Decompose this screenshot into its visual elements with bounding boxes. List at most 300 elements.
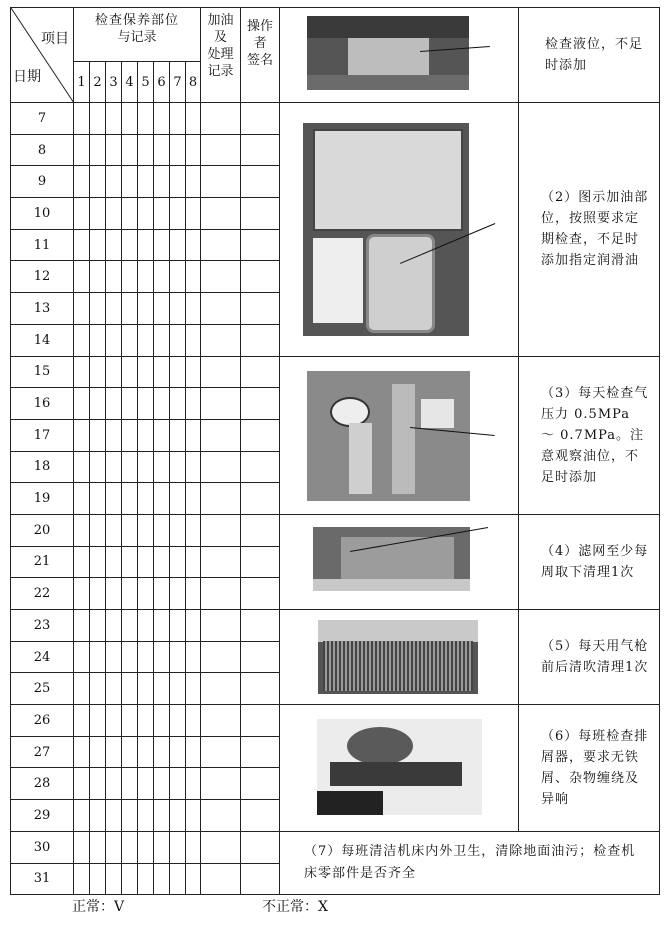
check-cell-5[interactable]	[138, 768, 154, 800]
check-cell-5[interactable]	[138, 166, 154, 198]
check-cell-6[interactable]	[154, 578, 170, 610]
check-cell-7[interactable]	[170, 229, 186, 261]
check-cell-8[interactable]	[186, 388, 201, 420]
oil-record-cell[interactable]	[201, 736, 241, 768]
day-cell: 21	[11, 546, 74, 578]
check-cell-8[interactable]	[186, 451, 201, 483]
check-cell-6[interactable]	[154, 610, 170, 642]
check-cell-2[interactable]	[90, 641, 106, 673]
check-cell-8[interactable]	[186, 261, 201, 293]
check-cell-1[interactable]	[74, 166, 90, 198]
check-cell-6[interactable]	[154, 800, 170, 832]
operator-sign-cell[interactable]	[241, 293, 280, 325]
sub-column-5: 5	[138, 62, 154, 103]
operator-sign-cell[interactable]	[241, 103, 280, 135]
check-cell-3[interactable]	[106, 641, 122, 673]
check-cell-4[interactable]	[122, 831, 138, 863]
check-cell-1[interactable]	[74, 103, 90, 135]
check-cell-2[interactable]	[90, 293, 106, 325]
operator-sign-cell[interactable]	[241, 736, 280, 768]
check-cell-1[interactable]	[74, 261, 90, 293]
check-cell-6[interactable]	[154, 736, 170, 768]
check-cell-3[interactable]	[106, 356, 122, 388]
check-cell-7[interactable]	[170, 578, 186, 610]
check-cell-6[interactable]	[154, 705, 170, 737]
check-cell-8[interactable]	[186, 800, 201, 832]
oil-record-cell[interactable]	[201, 673, 241, 705]
check-cell-4[interactable]	[122, 736, 138, 768]
photo-cell-4	[280, 514, 519, 609]
check-cell-2[interactable]	[90, 768, 106, 800]
check-cell-7[interactable]	[170, 514, 186, 546]
check-cell-4[interactable]	[122, 451, 138, 483]
check-cell-3[interactable]	[106, 293, 122, 325]
legend-abnormal: 不正常：X	[262, 899, 328, 915]
check-cell-1[interactable]	[74, 293, 90, 325]
oil-record-cell[interactable]	[201, 514, 241, 546]
check-cell-3[interactable]	[106, 831, 122, 863]
check-cell-4[interactable]	[122, 293, 138, 325]
check-cell-1[interactable]	[74, 483, 90, 515]
table-row	[11, 514, 660, 546]
operator-label-line: 操作	[247, 19, 274, 34]
check-cell-1[interactable]	[74, 863, 90, 895]
day-cell: 25	[11, 673, 74, 705]
operator-sign-cell[interactable]	[241, 641, 280, 673]
table-row	[11, 356, 660, 388]
check-cell-1[interactable]	[74, 578, 90, 610]
check-cell-5[interactable]	[138, 736, 154, 768]
check-cell-4[interactable]	[122, 166, 138, 198]
day-cell: 10	[11, 198, 74, 230]
oil-record-cell[interactable]	[201, 229, 241, 261]
check-cell-8[interactable]	[186, 673, 201, 705]
chip-conveyor-motor-photo	[317, 719, 482, 815]
check-cell-3[interactable]	[106, 324, 122, 356]
table-row	[11, 103, 660, 135]
check-cell-4[interactable]	[122, 483, 138, 515]
day-cell: 11	[11, 229, 74, 261]
check-cell-3[interactable]	[106, 451, 122, 483]
photo-cell-3	[280, 356, 519, 514]
check-cell-8[interactable]	[186, 293, 201, 325]
coolant-tank-photo	[307, 16, 469, 90]
oil-record-cell[interactable]	[201, 451, 241, 483]
check-cell-6[interactable]	[154, 198, 170, 230]
check-cell-4[interactable]	[122, 673, 138, 705]
operator-sign-cell[interactable]	[241, 705, 280, 737]
oil-record-cell[interactable]	[201, 800, 241, 832]
check-cell-1[interactable]	[74, 388, 90, 420]
check-cell-4[interactable]	[122, 388, 138, 420]
check-cell-7[interactable]	[170, 546, 186, 578]
check-cell-7[interactable]	[170, 736, 186, 768]
operator-sign-cell[interactable]	[241, 388, 280, 420]
check-cell-1[interactable]	[74, 134, 90, 166]
check-cell-8[interactable]	[186, 166, 201, 198]
check-cell-8[interactable]	[186, 514, 201, 546]
check-cell-5[interactable]	[138, 578, 154, 610]
check-cell-7[interactable]	[170, 451, 186, 483]
lubrication-panel-photo	[303, 123, 469, 336]
day-cell: 26	[11, 705, 74, 737]
check-cell-2[interactable]	[90, 388, 106, 420]
check-cell-1[interactable]	[74, 641, 90, 673]
oil-record-cell[interactable]	[201, 324, 241, 356]
check-cell-4[interactable]	[122, 103, 138, 135]
check-cell-5[interactable]	[138, 356, 154, 388]
check-cell-7[interactable]	[170, 768, 186, 800]
oil-record-cell[interactable]	[201, 103, 241, 135]
operator-sign-cell[interactable]	[241, 261, 280, 293]
oil-record-cell[interactable]	[201, 768, 241, 800]
oil-record-cell[interactable]	[201, 419, 241, 451]
check-cell-6[interactable]	[154, 356, 170, 388]
instruction-5: （5）每天用气枪前后清吹清理1次	[519, 610, 660, 705]
sub-column-2: 2	[90, 62, 106, 103]
check-cell-1[interactable]	[74, 514, 90, 546]
check-cell-3[interactable]	[106, 768, 122, 800]
operator-sign-cell[interactable]	[241, 198, 280, 230]
check-cell-3[interactable]	[106, 261, 122, 293]
operator-label-line: 签名	[247, 53, 274, 68]
check-cell-7[interactable]	[170, 831, 186, 863]
check-cell-4[interactable]	[122, 134, 138, 166]
day-cell: 18	[11, 451, 74, 483]
operator-sign-cell[interactable]	[241, 324, 280, 356]
oil-record-cell[interactable]	[201, 546, 241, 578]
check-cell-6[interactable]	[154, 134, 170, 166]
oil-record-cell[interactable]	[201, 261, 241, 293]
day-cell: 29	[11, 800, 74, 832]
check-cell-6[interactable]	[154, 419, 170, 451]
check-cell-2[interactable]	[90, 166, 106, 198]
check-cell-2[interactable]	[90, 705, 106, 737]
check-cell-8[interactable]	[186, 831, 201, 863]
check-cell-5[interactable]	[138, 800, 154, 832]
check-cell-3[interactable]	[106, 673, 122, 705]
check-cell-7[interactable]	[170, 800, 186, 832]
check-cell-1[interactable]	[74, 705, 90, 737]
oil-record-cell[interactable]	[201, 831, 241, 863]
check-cell-4[interactable]	[122, 578, 138, 610]
check-cell-3[interactable]	[106, 800, 122, 832]
check-cell-7[interactable]	[170, 261, 186, 293]
day-cell: 20	[11, 514, 74, 546]
check-cell-7[interactable]	[170, 705, 186, 737]
check-cell-1[interactable]	[74, 229, 90, 261]
check-cell-5[interactable]	[138, 451, 154, 483]
operator-sign-cell[interactable]	[241, 578, 280, 610]
check-cell-5[interactable]	[138, 514, 154, 546]
day-cell: 7	[11, 103, 74, 135]
operator-sign-cell[interactable]	[241, 546, 280, 578]
check-cell-2[interactable]	[90, 419, 106, 451]
check-cell-3[interactable]	[106, 863, 122, 895]
check-cell-2[interactable]	[90, 134, 106, 166]
check-cell-2[interactable]	[90, 103, 106, 135]
check-cell-2[interactable]	[90, 546, 106, 578]
oil-record-cell[interactable]	[201, 705, 241, 737]
instruction-1: 检查液位，不足时添加	[519, 8, 660, 103]
oil-record-cell[interactable]	[201, 641, 241, 673]
check-cell-2[interactable]	[90, 736, 106, 768]
check-cell-3[interactable]	[106, 134, 122, 166]
check-cell-8[interactable]	[186, 578, 201, 610]
check-cell-6[interactable]	[154, 863, 170, 895]
oil-record-cell[interactable]	[201, 198, 241, 230]
check-cell-6[interactable]	[154, 103, 170, 135]
table-row	[11, 705, 660, 737]
check-cell-7[interactable]	[170, 198, 186, 230]
operator-sign-cell[interactable]	[241, 134, 280, 166]
check-cell-1[interactable]	[74, 451, 90, 483]
operator-sign-cell[interactable]	[241, 610, 280, 642]
check-cell-5[interactable]	[138, 293, 154, 325]
day-cell: 27	[11, 736, 74, 768]
oil-record-cell[interactable]	[201, 166, 241, 198]
day-cell: 14	[11, 324, 74, 356]
check-cell-7[interactable]	[170, 483, 186, 515]
check-cell-8[interactable]	[186, 705, 201, 737]
operator-sign-cell[interactable]	[241, 356, 280, 388]
photo-cell-1	[280, 8, 519, 103]
check-cell-6[interactable]	[154, 293, 170, 325]
check-cell-4[interactable]	[122, 641, 138, 673]
check-cell-2[interactable]	[90, 229, 106, 261]
operator-sign-cell[interactable]	[241, 483, 280, 515]
check-cell-5[interactable]	[138, 610, 154, 642]
check-cell-5[interactable]	[138, 546, 154, 578]
check-cell-5[interactable]	[138, 324, 154, 356]
check-cell-6[interactable]	[154, 831, 170, 863]
operator-sign-cell[interactable]	[241, 768, 280, 800]
check-cell-2[interactable]	[90, 324, 106, 356]
check-cell-6[interactable]	[154, 641, 170, 673]
check-cell-5[interactable]	[138, 134, 154, 166]
check-cell-5[interactable]	[138, 641, 154, 673]
check-cell-7[interactable]	[170, 134, 186, 166]
check-cell-5[interactable]	[138, 419, 154, 451]
check-cell-3[interactable]	[106, 546, 122, 578]
oil-record-cell[interactable]	[201, 356, 241, 388]
check-cell-5[interactable]	[138, 261, 154, 293]
check-cell-2[interactable]	[90, 610, 106, 642]
sub-column-1: 1	[74, 62, 90, 103]
check-cell-4[interactable]	[122, 356, 138, 388]
sub-column-3: 3	[106, 62, 122, 103]
instruction-7: （7）每班清洁机床内外卫生，清除地面油污；检查机床零部件是否齐全	[280, 831, 660, 894]
check-cell-3[interactable]	[106, 705, 122, 737]
check-cell-7[interactable]	[170, 324, 186, 356]
check-cell-8[interactable]	[186, 229, 201, 261]
inspect-label-line2: 与记录	[117, 30, 157, 45]
check-cell-3[interactable]	[106, 103, 122, 135]
check-cell-8[interactable]	[186, 736, 201, 768]
check-cell-6[interactable]	[154, 229, 170, 261]
check-cell-3[interactable]	[106, 514, 122, 546]
check-cell-1[interactable]	[74, 356, 90, 388]
check-cell-4[interactable]	[122, 800, 138, 832]
check-cell-8[interactable]	[186, 356, 201, 388]
operator-sign-cell[interactable]	[241, 514, 280, 546]
check-cell-2[interactable]	[90, 451, 106, 483]
check-cell-6[interactable]	[154, 546, 170, 578]
check-cell-8[interactable]	[186, 198, 201, 230]
check-cell-5[interactable]	[138, 198, 154, 230]
check-cell-5[interactable]	[138, 103, 154, 135]
check-cell-2[interactable]	[90, 198, 106, 230]
check-cell-6[interactable]	[154, 324, 170, 356]
check-cell-1[interactable]	[74, 831, 90, 863]
check-cell-4[interactable]	[122, 705, 138, 737]
check-cell-7[interactable]	[170, 293, 186, 325]
check-cell-3[interactable]	[106, 388, 122, 420]
check-cell-4[interactable]	[122, 768, 138, 800]
check-cell-1[interactable]	[74, 736, 90, 768]
check-cell-5[interactable]	[138, 673, 154, 705]
check-cell-4[interactable]	[122, 863, 138, 895]
check-cell-7[interactable]	[170, 673, 186, 705]
check-cell-3[interactable]	[106, 578, 122, 610]
check-cell-5[interactable]	[138, 229, 154, 261]
operator-sign-cell[interactable]	[241, 419, 280, 451]
check-cell-8[interactable]	[186, 768, 201, 800]
legend-normal: 正常：V	[72, 899, 125, 915]
check-cell-8[interactable]	[186, 419, 201, 451]
check-cell-5[interactable]	[138, 388, 154, 420]
check-cell-6[interactable]	[154, 483, 170, 515]
check-cell-4[interactable]	[122, 610, 138, 642]
oil-label-line: 加油	[207, 13, 234, 28]
check-cell-7[interactable]	[170, 610, 186, 642]
check-cell-3[interactable]	[106, 419, 122, 451]
check-cell-5[interactable]	[138, 831, 154, 863]
check-cell-4[interactable]	[122, 198, 138, 230]
check-cell-8[interactable]	[186, 641, 201, 673]
check-cell-2[interactable]	[90, 261, 106, 293]
table-row	[11, 831, 660, 863]
check-cell-1[interactable]	[74, 610, 90, 642]
check-cell-1[interactable]	[74, 800, 90, 832]
check-cell-8[interactable]	[186, 483, 201, 515]
check-cell-7[interactable]	[170, 388, 186, 420]
day-cell: 30	[11, 831, 74, 863]
check-cell-3[interactable]	[106, 198, 122, 230]
operator-sign-cell[interactable]	[241, 229, 280, 261]
photo-cell-2	[280, 103, 519, 357]
check-cell-1[interactable]	[74, 324, 90, 356]
check-cell-7[interactable]	[170, 863, 186, 895]
day-cell: 24	[11, 641, 74, 673]
check-cell-6[interactable]	[154, 451, 170, 483]
check-cell-5[interactable]	[138, 705, 154, 737]
check-cell-2[interactable]	[90, 578, 106, 610]
check-cell-4[interactable]	[122, 419, 138, 451]
check-cell-3[interactable]	[106, 483, 122, 515]
check-cell-8[interactable]	[186, 324, 201, 356]
day-cell: 15	[11, 356, 74, 388]
oil-record-cell[interactable]	[201, 388, 241, 420]
check-cell-1[interactable]	[74, 198, 90, 230]
check-cell-5[interactable]	[138, 483, 154, 515]
check-cell-7[interactable]	[170, 166, 186, 198]
check-cell-8[interactable]	[186, 610, 201, 642]
oil-record-cell[interactable]	[201, 293, 241, 325]
check-cell-6[interactable]	[154, 514, 170, 546]
operator-sign-cell[interactable]	[241, 800, 280, 832]
instruction-6: （6）每班检查排屑器，要求无铁屑、杂物缠绕及异响	[519, 705, 660, 832]
air-regulator-photo	[307, 371, 470, 501]
check-cell-7[interactable]	[170, 103, 186, 135]
day-cell: 28	[11, 768, 74, 800]
check-cell-7[interactable]	[170, 641, 186, 673]
item-date-header-cell	[11, 8, 74, 103]
check-cell-8[interactable]	[186, 103, 201, 135]
check-cell-2[interactable]	[90, 800, 106, 832]
check-cell-2[interactable]	[90, 514, 106, 546]
check-cell-7[interactable]	[170, 419, 186, 451]
sub-column-8: 8	[186, 62, 201, 103]
check-cell-6[interactable]	[154, 768, 170, 800]
check-cell-2[interactable]	[90, 673, 106, 705]
check-cell-2[interactable]	[90, 831, 106, 863]
check-cell-6[interactable]	[154, 388, 170, 420]
check-cell-3[interactable]	[106, 610, 122, 642]
day-cell: 13	[11, 293, 74, 325]
check-cell-8[interactable]	[186, 863, 201, 895]
check-cell-1[interactable]	[74, 546, 90, 578]
check-cell-3[interactable]	[106, 736, 122, 768]
check-cell-3[interactable]	[106, 229, 122, 261]
operator-sign-cell[interactable]	[241, 831, 280, 863]
check-cell-7[interactable]	[170, 356, 186, 388]
check-cell-2[interactable]	[90, 863, 106, 895]
check-cell-2[interactable]	[90, 483, 106, 515]
check-cell-4[interactable]	[122, 514, 138, 546]
check-cell-4[interactable]	[122, 261, 138, 293]
check-cell-2[interactable]	[90, 356, 106, 388]
oil-record-header	[201, 8, 241, 103]
check-cell-6[interactable]	[154, 261, 170, 293]
operator-sign-cell[interactable]	[241, 863, 280, 895]
oil-record-cell[interactable]	[201, 578, 241, 610]
operator-sign-cell[interactable]	[241, 673, 280, 705]
oil-record-cell[interactable]	[201, 610, 241, 642]
oil-record-cell[interactable]	[201, 134, 241, 166]
day-cell: 16	[11, 388, 74, 420]
day-cell: 12	[11, 261, 74, 293]
check-cell-5[interactable]	[138, 863, 154, 895]
check-cell-4[interactable]	[122, 229, 138, 261]
check-cell-1[interactable]	[74, 768, 90, 800]
check-cell-3[interactable]	[106, 166, 122, 198]
operator-sign-cell[interactable]	[241, 451, 280, 483]
check-cell-6[interactable]	[154, 166, 170, 198]
day-cell: 19	[11, 483, 74, 515]
check-cell-4[interactable]	[122, 324, 138, 356]
check-cell-1[interactable]	[74, 673, 90, 705]
instruction-4: （4）滤网至少每周取下清理1次	[519, 514, 660, 609]
check-cell-8[interactable]	[186, 134, 201, 166]
oil-record-cell[interactable]	[201, 863, 241, 895]
check-cell-8[interactable]	[186, 546, 201, 578]
operator-sign-cell[interactable]	[241, 166, 280, 198]
oil-record-cell[interactable]	[201, 483, 241, 515]
check-cell-4[interactable]	[122, 546, 138, 578]
check-cell-1[interactable]	[74, 419, 90, 451]
check-cell-6[interactable]	[154, 673, 170, 705]
